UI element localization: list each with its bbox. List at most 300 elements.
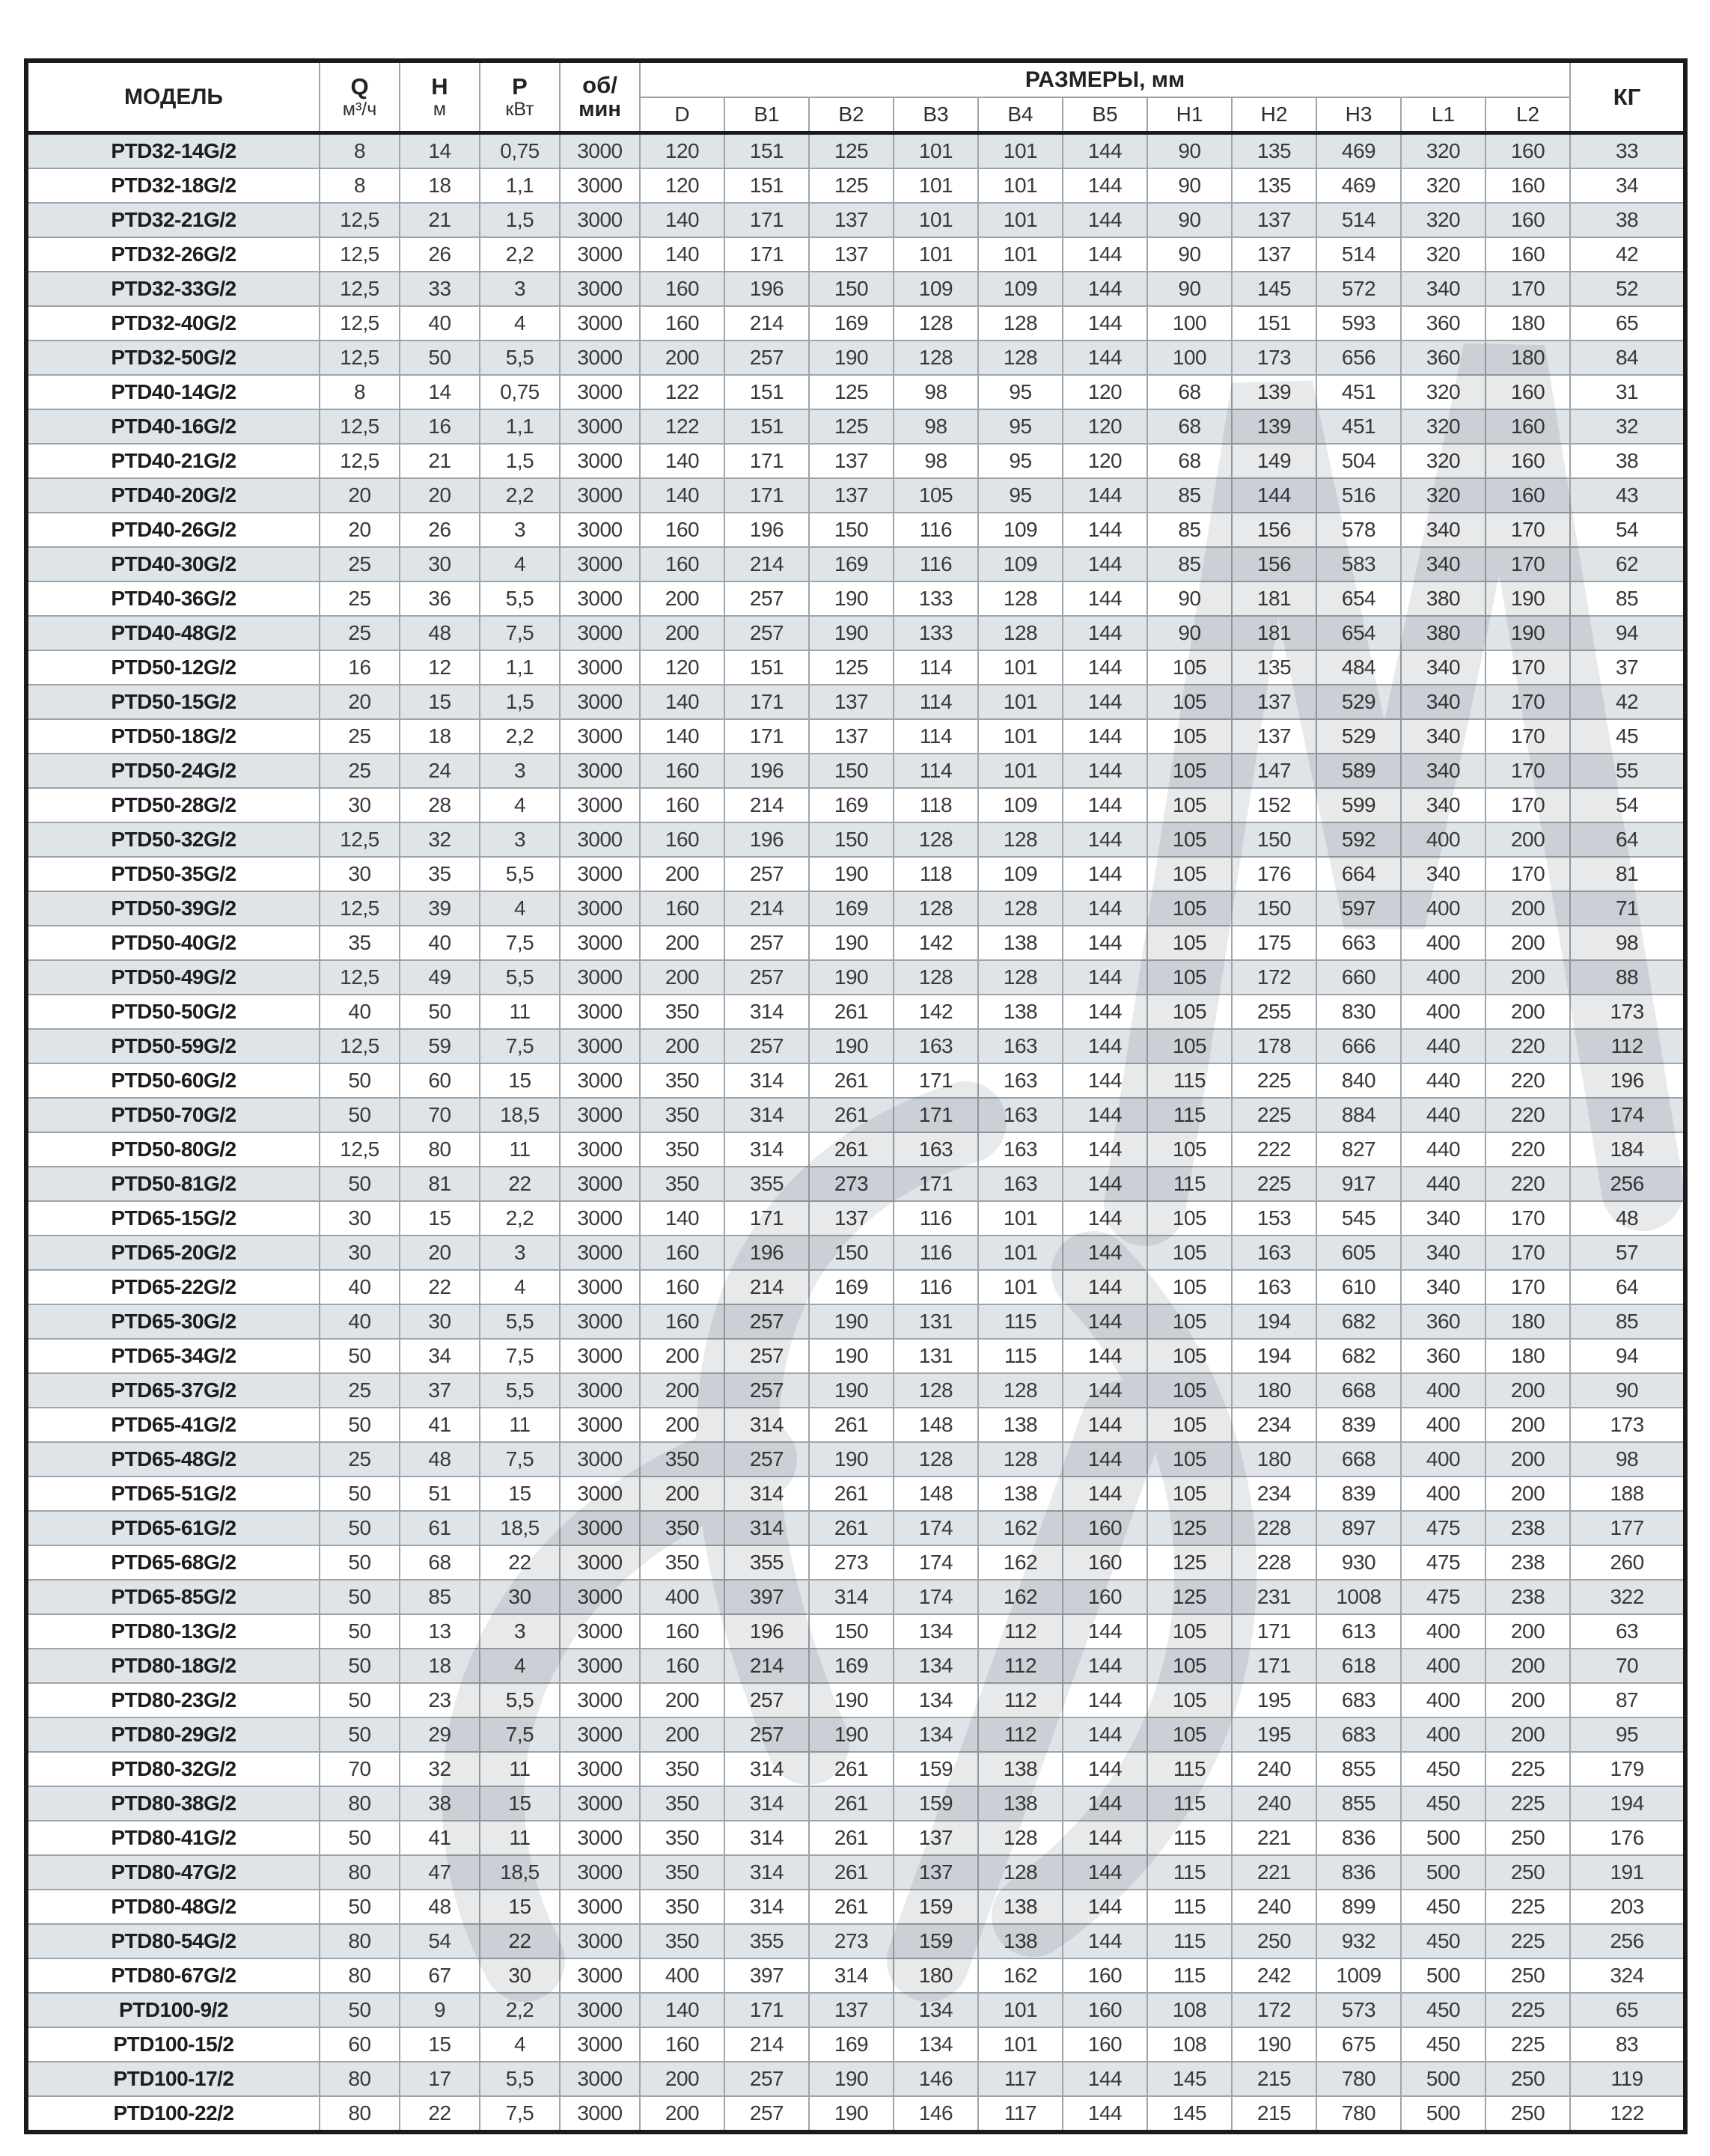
model-cell: PTD32-33G/2 [26, 272, 320, 306]
value-cell: 7,5 [480, 2096, 560, 2132]
value-cell: 666 [1316, 1029, 1401, 1063]
value-cell: 160 [640, 306, 724, 340]
model-cell: PTD40-48G/2 [26, 616, 320, 650]
value-cell: 261 [809, 1408, 894, 1442]
value-cell: 400 [1401, 1683, 1485, 1717]
value-cell: 18,5 [480, 1511, 560, 1545]
value-cell: 30 [480, 1580, 560, 1614]
value-cell: 171 [724, 203, 809, 237]
value-cell: 618 [1316, 1649, 1401, 1683]
value-cell: 31 [1570, 375, 1685, 409]
value-cell: 3000 [560, 1580, 640, 1614]
value-cell: 257 [724, 2062, 809, 2096]
q-label: Q [350, 73, 369, 100]
value-cell: 109 [978, 788, 1063, 822]
value-cell: 128 [978, 1373, 1063, 1408]
value-cell: 115 [1147, 1890, 1232, 1924]
h-label: Н [431, 73, 448, 100]
value-cell: 134 [894, 1993, 978, 2027]
value-cell: 12 [400, 650, 480, 685]
value-cell: 450 [1401, 1993, 1485, 2027]
value-cell: 195 [1232, 1717, 1316, 1752]
value-cell: 3000 [560, 1993, 640, 2027]
model-cell: PTD65-48G/2 [26, 1442, 320, 1476]
value-cell: 12,5 [320, 822, 400, 857]
value-cell: 261 [809, 1890, 894, 1924]
value-cell: 190 [809, 340, 894, 375]
value-cell: 163 [1232, 1270, 1316, 1304]
value-cell: 257 [724, 1029, 809, 1063]
value-cell: 200 [1485, 822, 1570, 857]
value-cell: 59 [400, 1029, 480, 1063]
value-cell: 108 [1147, 2027, 1232, 2062]
value-cell: 190 [1232, 2027, 1316, 2062]
value-cell: 128 [894, 1442, 978, 1476]
value-cell: 3000 [560, 1373, 640, 1408]
value-cell: 80 [320, 1786, 400, 1821]
value-cell: 144 [1063, 133, 1147, 169]
value-cell: 137 [809, 1993, 894, 2027]
value-cell: 3000 [560, 306, 640, 340]
value-cell: 105 [1147, 960, 1232, 995]
value-cell: 200 [1485, 1717, 1570, 1752]
value-cell: 3000 [560, 375, 640, 409]
value-cell: 105 [1147, 1132, 1232, 1167]
value-cell: 170 [1485, 857, 1570, 891]
value-cell: 90 [1147, 133, 1232, 169]
value-cell: 340 [1401, 788, 1485, 822]
value-cell: 128 [894, 340, 978, 375]
value-cell: 85 [1147, 513, 1232, 547]
value-cell: 137 [1232, 685, 1316, 719]
model-cell: PTD80-32G/2 [26, 1752, 320, 1786]
value-cell: 52 [1570, 272, 1685, 306]
value-cell: 3000 [560, 1924, 640, 1958]
value-cell: 156 [1232, 513, 1316, 547]
value-cell: 115 [1147, 1063, 1232, 1098]
value-cell: 196 [724, 1236, 809, 1270]
value-cell: 200 [640, 1476, 724, 1511]
value-cell: 839 [1316, 1476, 1401, 1511]
model-cell: PTD65-68G/2 [26, 1545, 320, 1580]
value-cell: 160 [1063, 1993, 1147, 2027]
value-cell: 3000 [560, 1408, 640, 1442]
value-cell: 28 [400, 788, 480, 822]
value-cell: 48 [400, 1890, 480, 1924]
value-cell: 350 [640, 1924, 724, 1958]
value-cell: 180 [1232, 1442, 1316, 1476]
value-cell: 2,2 [480, 719, 560, 754]
value-cell: 144 [1063, 650, 1147, 685]
value-cell: 171 [724, 1993, 809, 2027]
value-cell: 400 [1401, 926, 1485, 960]
model-cell: PTD50-39G/2 [26, 891, 320, 926]
value-cell: 144 [1063, 822, 1147, 857]
value-cell: 45 [1570, 719, 1685, 754]
value-cell: 256 [1570, 1924, 1685, 1958]
table-row [26, 1649, 1685, 1683]
value-cell: 190 [809, 1717, 894, 1752]
value-cell: 4 [480, 306, 560, 340]
col-header-b1: B1 [724, 97, 809, 133]
value-cell: 80 [320, 2062, 400, 2096]
value-cell: 115 [1147, 1752, 1232, 1786]
model-cell: PTD32-14G/2 [26, 133, 320, 169]
table-row [26, 444, 1685, 478]
value-cell: 98 [894, 375, 978, 409]
col-header-p [480, 61, 560, 133]
value-cell: 18,5 [480, 1855, 560, 1890]
value-cell: 101 [978, 1993, 1063, 2027]
value-cell: 101 [978, 685, 1063, 719]
value-cell: 8 [320, 375, 400, 409]
value-cell: 144 [1063, 272, 1147, 306]
value-cell: 257 [724, 2096, 809, 2132]
value-cell: 2,2 [480, 237, 560, 272]
value-cell: 170 [1485, 685, 1570, 719]
value-cell: 128 [978, 581, 1063, 616]
value-cell: 780 [1316, 2062, 1401, 2096]
table-row [26, 650, 1685, 685]
value-cell: 11 [480, 1752, 560, 1786]
value-cell: 360 [1401, 306, 1485, 340]
value-cell: 340 [1401, 513, 1485, 547]
value-cell: 261 [809, 1098, 894, 1132]
value-cell: 3000 [560, 1752, 640, 1786]
value-cell: 171 [724, 719, 809, 754]
value-cell: 18 [400, 168, 480, 203]
value-cell: 105 [1147, 1201, 1232, 1236]
value-cell: 190 [809, 1339, 894, 1373]
value-cell: 140 [640, 1993, 724, 2027]
value-cell: 171 [894, 1063, 978, 1098]
model-cell: PTD40-20G/2 [26, 478, 320, 513]
value-cell: 20 [400, 478, 480, 513]
value-cell: 257 [724, 857, 809, 891]
value-cell: 261 [809, 1063, 894, 1098]
value-cell: 350 [640, 1890, 724, 1924]
value-cell: 242 [1232, 1958, 1316, 1993]
model-cell: PTD50-24G/2 [26, 754, 320, 788]
value-cell: 3000 [560, 1476, 640, 1511]
value-cell: 144 [1063, 1786, 1147, 1821]
value-cell: 255 [1232, 995, 1316, 1029]
value-cell: 261 [809, 1855, 894, 1890]
table-row [26, 1132, 1685, 1167]
value-cell: 50 [320, 1339, 400, 1373]
value-cell: 664 [1316, 857, 1401, 891]
value-cell: 162 [978, 1545, 1063, 1580]
value-cell: 8 [320, 133, 400, 169]
value-cell: 261 [809, 1476, 894, 1511]
value-cell: 94 [1570, 616, 1685, 650]
value-cell: 149 [1232, 444, 1316, 478]
table-row [26, 1890, 1685, 1924]
table-row [26, 1167, 1685, 1201]
value-cell: 54 [1570, 513, 1685, 547]
value-cell: 151 [724, 650, 809, 685]
value-cell: 3000 [560, 1304, 640, 1339]
value-cell: 160 [640, 1649, 724, 1683]
value-cell: 160 [640, 2027, 724, 2062]
value-cell: 178 [1232, 1029, 1316, 1063]
value-cell: 3 [480, 754, 560, 788]
value-cell: 340 [1401, 272, 1485, 306]
value-cell: 261 [809, 1132, 894, 1167]
value-cell: 172 [1232, 960, 1316, 995]
value-cell: 350 [640, 1752, 724, 1786]
value-cell: 180 [894, 1958, 978, 1993]
value-cell: 190 [809, 1442, 894, 1476]
value-cell: 112 [1570, 1029, 1685, 1063]
value-cell: 144 [1063, 926, 1147, 960]
table-row [26, 1821, 1685, 1855]
value-cell: 137 [809, 1201, 894, 1236]
value-cell: 57 [1570, 1236, 1685, 1270]
value-cell: 35 [320, 926, 400, 960]
value-cell: 117 [978, 2062, 1063, 2096]
value-cell: 13 [400, 1614, 480, 1649]
value-cell: 80 [320, 2096, 400, 2132]
value-cell: 3000 [560, 1545, 640, 1580]
value-cell: 3000 [560, 2096, 640, 2132]
value-cell: 3 [480, 1614, 560, 1649]
value-cell: 3000 [560, 1098, 640, 1132]
value-cell: 228 [1232, 1545, 1316, 1580]
model-cell: PTD50-70G/2 [26, 1098, 320, 1132]
value-cell: 654 [1316, 581, 1401, 616]
col-header-b2: B2 [809, 97, 894, 133]
value-cell: 360 [1401, 1339, 1485, 1373]
value-cell: 163 [978, 1098, 1063, 1132]
value-cell: 350 [640, 1786, 724, 1821]
value-cell: 200 [640, 1408, 724, 1442]
value-cell: 163 [894, 1132, 978, 1167]
value-cell: 214 [724, 1649, 809, 1683]
value-cell: 160 [640, 822, 724, 857]
value-cell: 144 [1063, 1924, 1147, 1958]
value-cell: 500 [1401, 1821, 1485, 1855]
value-cell: 200 [1485, 1649, 1570, 1683]
value-cell: 3000 [560, 754, 640, 788]
value-cell: 145 [1232, 272, 1316, 306]
value-cell: 38 [1570, 203, 1685, 237]
value-cell: 3 [480, 1236, 560, 1270]
value-cell: 930 [1316, 1545, 1401, 1580]
col-header-b5: B5 [1063, 97, 1147, 133]
value-cell: 668 [1316, 1442, 1401, 1476]
col-header-b3: B3 [894, 97, 978, 133]
model-cell: PTD32-50G/2 [26, 340, 320, 375]
value-cell: 200 [640, 1717, 724, 1752]
value-cell: 355 [724, 1924, 809, 1958]
value-cell: 150 [809, 272, 894, 306]
value-cell: 350 [640, 1545, 724, 1580]
value-cell: 340 [1401, 754, 1485, 788]
value-cell: 125 [1147, 1580, 1232, 1614]
value-cell: 257 [724, 1373, 809, 1408]
col-header-q [320, 61, 400, 133]
value-cell: 109 [978, 272, 1063, 306]
value-cell: 196 [724, 272, 809, 306]
value-cell: 101 [978, 203, 1063, 237]
value-cell: 144 [1063, 1270, 1147, 1304]
value-cell: 109 [978, 857, 1063, 891]
value-cell: 21 [400, 203, 480, 237]
value-cell: 30 [320, 857, 400, 891]
value-cell: 200 [1485, 960, 1570, 995]
value-cell: 150 [809, 1236, 894, 1270]
value-cell: 160 [1485, 237, 1570, 272]
value-cell: 350 [640, 1167, 724, 1201]
value-cell: 605 [1316, 1236, 1401, 1270]
value-cell: 160 [1063, 1511, 1147, 1545]
value-cell: 33 [400, 272, 480, 306]
model-cell: PTD50-60G/2 [26, 1063, 320, 1098]
value-cell: 171 [724, 444, 809, 478]
value-cell: 190 [809, 1373, 894, 1408]
value-cell: 160 [640, 1614, 724, 1649]
value-cell: 22 [480, 1924, 560, 1958]
value-cell: 170 [1485, 754, 1570, 788]
value-cell: 440 [1401, 1029, 1485, 1063]
value-cell: 3000 [560, 719, 640, 754]
value-cell: 105 [1147, 1236, 1232, 1270]
value-cell: 15 [480, 1476, 560, 1511]
value-cell: 3000 [560, 1339, 640, 1373]
value-cell: 200 [1485, 1442, 1570, 1476]
table-row [26, 857, 1685, 891]
model-cell: PTD32-21G/2 [26, 203, 320, 237]
value-cell: 144 [1063, 1614, 1147, 1649]
value-cell: 33 [1570, 133, 1685, 169]
value-cell: 171 [724, 237, 809, 272]
value-cell: 314 [809, 1580, 894, 1614]
model-cell: PTD80-67G/2 [26, 1958, 320, 1993]
value-cell: 95 [1570, 1717, 1685, 1752]
value-cell: 440 [1401, 1063, 1485, 1098]
value-cell: 115 [1147, 1855, 1232, 1890]
value-cell: 314 [724, 1786, 809, 1821]
value-cell: 340 [1401, 547, 1485, 581]
value-cell: 50 [320, 1545, 400, 1580]
value-cell: 105 [1147, 1339, 1232, 1373]
value-cell: 181 [1232, 581, 1316, 616]
value-cell: 144 [1063, 1132, 1147, 1167]
value-cell: 128 [978, 822, 1063, 857]
value-cell: 475 [1401, 1511, 1485, 1545]
value-cell: 87 [1570, 1683, 1685, 1717]
value-cell: 200 [640, 2062, 724, 2096]
value-cell: 215 [1232, 2062, 1316, 2096]
value-cell: 30 [320, 1236, 400, 1270]
value-cell: 101 [978, 168, 1063, 203]
value-cell: 81 [1570, 857, 1685, 891]
value-cell: 656 [1316, 340, 1401, 375]
value-cell: 85 [1147, 478, 1232, 513]
value-cell: 85 [400, 1580, 480, 1614]
value-cell: 101 [978, 133, 1063, 169]
value-cell: 451 [1316, 409, 1401, 444]
value-cell: 273 [809, 1167, 894, 1201]
value-cell: 133 [894, 616, 978, 650]
value-cell: 220 [1485, 1063, 1570, 1098]
value-cell: 663 [1316, 926, 1401, 960]
value-cell: 228 [1232, 1511, 1316, 1545]
value-cell: 3000 [560, 1649, 640, 1683]
value-cell: 250 [1485, 2062, 1570, 2096]
value-cell: 225 [1485, 2027, 1570, 2062]
value-cell: 578 [1316, 513, 1401, 547]
value-cell: 169 [809, 2027, 894, 2062]
value-cell: 171 [724, 685, 809, 719]
value-cell: 222 [1232, 1132, 1316, 1167]
value-cell: 179 [1570, 1752, 1685, 1786]
model-cell: PTD40-26G/2 [26, 513, 320, 547]
value-cell: 191 [1570, 1855, 1685, 1890]
value-cell: 234 [1232, 1408, 1316, 1442]
value-cell: 22 [480, 1545, 560, 1580]
value-cell: 3000 [560, 685, 640, 719]
value-cell: 3000 [560, 1683, 640, 1717]
value-cell: 25 [320, 1373, 400, 1408]
value-cell: 30 [480, 1958, 560, 1993]
value-cell: 214 [724, 788, 809, 822]
value-cell: 12,5 [320, 272, 400, 306]
value-cell: 400 [1401, 822, 1485, 857]
value-cell: 144 [1063, 306, 1147, 340]
value-cell: 47 [400, 1855, 480, 1890]
table-row [26, 478, 1685, 513]
value-cell: 400 [1401, 891, 1485, 926]
value-cell: 250 [1485, 2096, 1570, 2132]
value-cell: 160 [1485, 133, 1570, 169]
value-cell: 88 [1570, 960, 1685, 995]
value-cell: 194 [1232, 1304, 1316, 1339]
value-cell: 200 [640, 926, 724, 960]
value-cell: 101 [894, 237, 978, 272]
col-header-d: D [640, 97, 724, 133]
value-cell: 261 [809, 1786, 894, 1821]
value-cell: 169 [809, 788, 894, 822]
value-cell: 500 [1401, 1855, 1485, 1890]
value-cell: 159 [894, 1752, 978, 1786]
value-cell: 400 [1401, 1614, 1485, 1649]
value-cell: 151 [724, 375, 809, 409]
value-cell: 37 [1570, 650, 1685, 685]
value-cell: 3000 [560, 1511, 640, 1545]
value-cell: 148 [894, 1476, 978, 1511]
value-cell: 50 [320, 1717, 400, 1752]
value-cell: 573 [1316, 1993, 1401, 2027]
table-row [26, 203, 1685, 237]
value-cell: 150 [809, 754, 894, 788]
value-cell: 119 [1570, 2062, 1685, 2096]
value-cell: 15 [480, 1786, 560, 1821]
col-header-sizes-group: РАЗМЕРЫ, мм [640, 61, 1570, 97]
table-row [26, 616, 1685, 650]
model-cell: PTD50-35G/2 [26, 857, 320, 891]
value-cell: 450 [1401, 2027, 1485, 2062]
value-cell: 35 [400, 857, 480, 891]
value-cell: 572 [1316, 272, 1401, 306]
value-cell: 440 [1401, 1132, 1485, 1167]
value-cell: 25 [320, 754, 400, 788]
model-cell: PTD65-37G/2 [26, 1373, 320, 1408]
value-cell: 122 [640, 375, 724, 409]
value-cell: 50 [320, 1821, 400, 1855]
value-cell: 50 [400, 995, 480, 1029]
